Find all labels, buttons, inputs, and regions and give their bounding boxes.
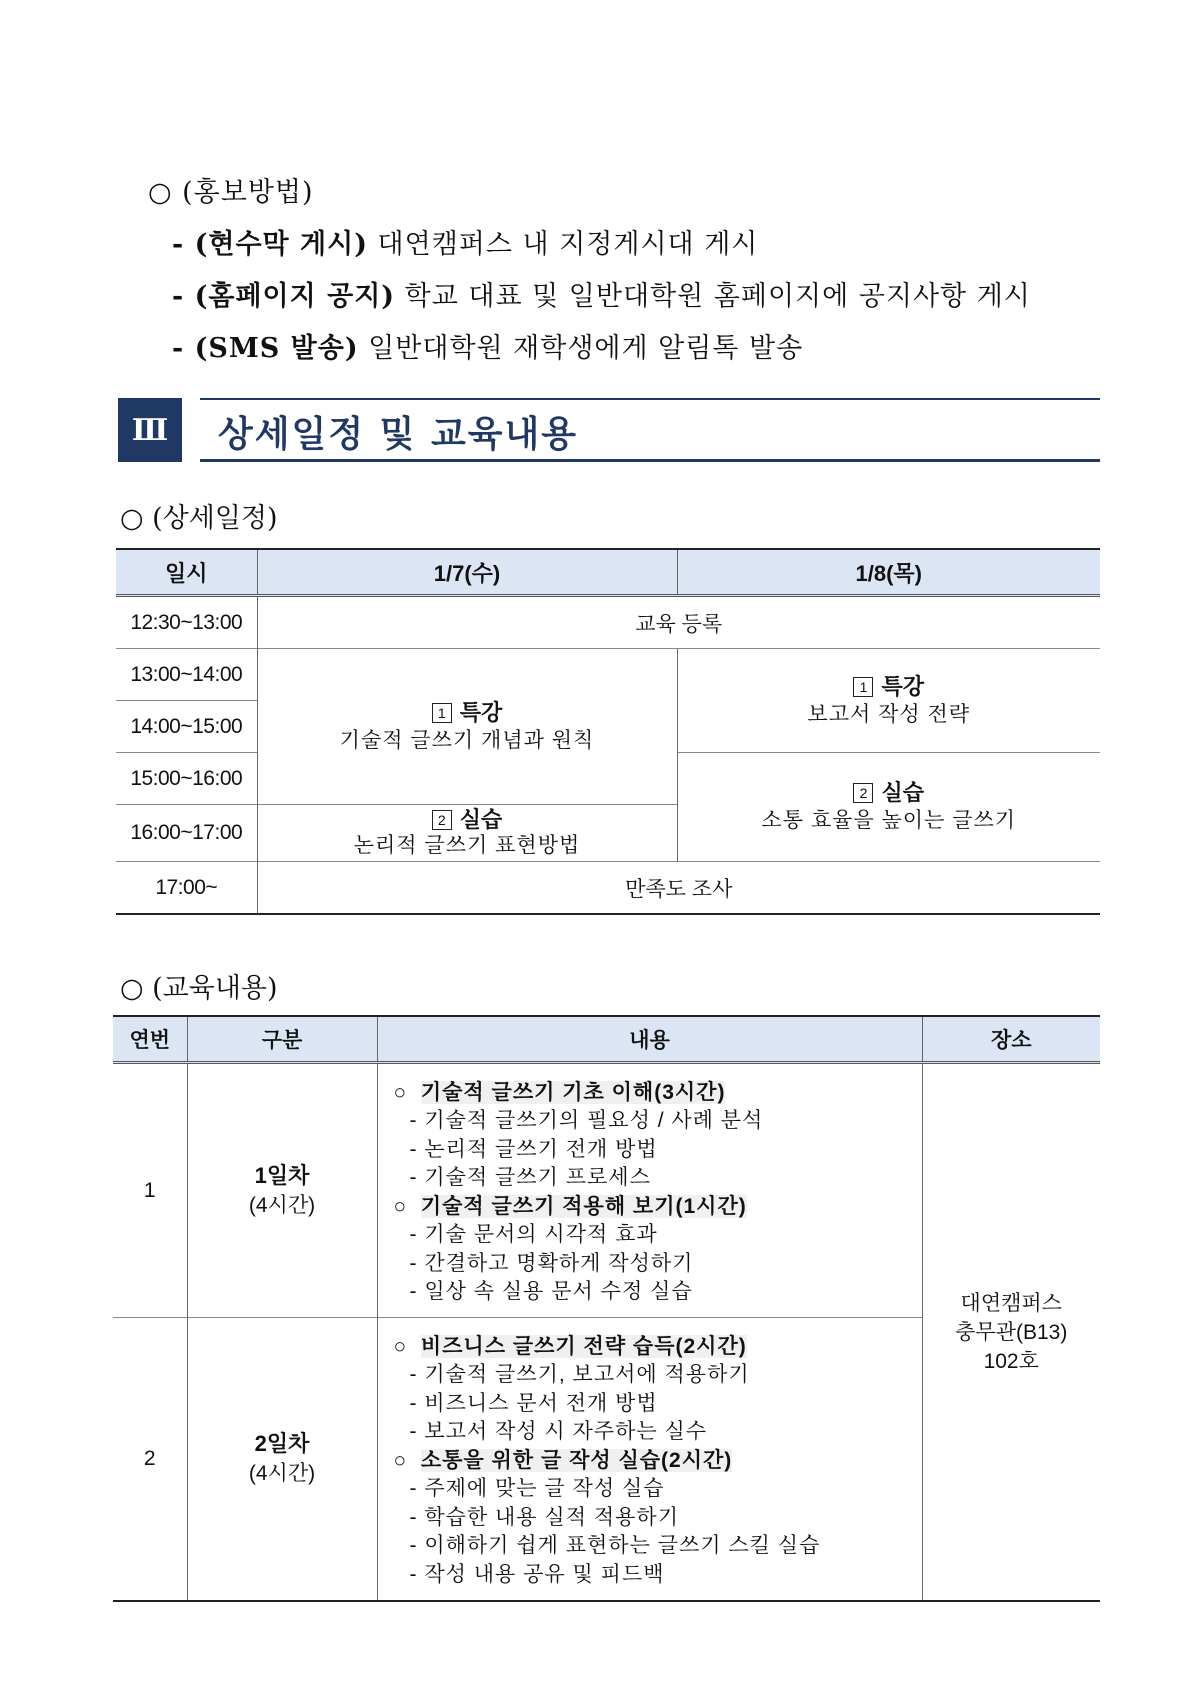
table-row — [116, 596, 1100, 649]
section-number-badge: Ⅲ — [118, 398, 182, 462]
event-title: 2 실습 — [259, 807, 676, 833]
place-line: 충무관(B13) — [955, 1320, 1068, 1344]
promotion-item-banner — [172, 222, 758, 261]
content-item: - 주제에 맞는 글 작성 실습 — [409, 1477, 665, 1501]
content-item: - 일상 속 실용 문서 수정 실습 — [409, 1280, 693, 1303]
survey-cell: 만족도 조사 — [257, 862, 1100, 915]
place-line: 102호 — [983, 1349, 1039, 1373]
schedule-heading: ○ (상세일정) — [120, 503, 278, 534]
schedule-table — [116, 548, 1100, 915]
content-item: - 기술 문서의 시각적 효과 — [409, 1223, 658, 1246]
time-cell: 15:00~16:00 — [116, 753, 257, 805]
column-header: 연번 — [113, 1016, 187, 1063]
column-header: 일시 — [116, 549, 257, 596]
content-item: - 이해하기 쉽게 표현하는 글쓰기 스킬 실습 — [409, 1534, 821, 1558]
content-heading: ○ 소통을 위한 글 작성 실습(2시간) — [393, 1448, 733, 1472]
content-heading: ○ 기술적 글쓰기 기초 이해(3시간) — [393, 1080, 726, 1104]
section-header — [118, 398, 1100, 464]
day-hours: (4시간) — [248, 1462, 316, 1485]
column-header: 내용 — [377, 1016, 922, 1063]
row-number: 1 — [113, 1063, 187, 1318]
day2-practice-cell — [677, 753, 1100, 862]
number-box: 2 — [432, 810, 452, 830]
column-header: 1/8(목) — [677, 549, 1100, 596]
promotion-item-key: - (SMS 발송) — [172, 333, 359, 364]
promotion-item-key: - (홈페이지 공지) — [172, 281, 396, 312]
number-box: 2 — [853, 783, 873, 803]
promotion-item-text: 일반대학원 재학생에게 알림톡 발송 — [358, 333, 804, 364]
content-cell — [377, 1318, 922, 1602]
time-cell: 14:00~15:00 — [116, 701, 257, 753]
table-row — [116, 862, 1100, 915]
row-number: 2 — [113, 1318, 187, 1602]
day-title: 2일차 — [254, 1431, 310, 1456]
section-title-bar — [200, 398, 1100, 462]
column-header: 구분 — [187, 1016, 377, 1063]
column-header: 1/7(수) — [257, 549, 677, 596]
day-cell — [187, 1318, 377, 1602]
number-box: 1 — [432, 703, 452, 723]
promotion-item-sms — [172, 326, 803, 365]
content-item: - 기술적 글쓰기, 보고서에 적용하기 — [409, 1363, 750, 1387]
promotion-item-homepage — [172, 274, 1031, 313]
content-item: - 작성 내용 공유 및 피드백 — [409, 1562, 665, 1586]
section-title: 상세일정 및 교육내용 — [218, 414, 579, 455]
promotion-heading: ○ (홍보방법) — [148, 177, 314, 208]
time-cell: 13:00~14:00 — [116, 649, 257, 701]
day-cell — [187, 1063, 377, 1318]
content-item: - 학습한 내용 실적 적용하기 — [409, 1505, 679, 1529]
table-row — [116, 649, 1100, 701]
content-item: - 논리적 글쓰기 전개 방법 — [409, 1137, 658, 1161]
table-row — [113, 1063, 1100, 1318]
promotion-item-key: - (현수막 게시) — [172, 229, 368, 260]
content-item: - 간결하고 명확하게 작성하기 — [409, 1251, 694, 1275]
promotion-item-text: 대연캠퍼스 내 지정게시대 게시 — [367, 229, 759, 260]
place-cell — [922, 1063, 1100, 1602]
event-title: 1 특강 — [259, 699, 676, 727]
registration-cell: 교육 등록 — [257, 596, 1100, 649]
education-table — [113, 1015, 1100, 1602]
event-description: 보고서 작성 전략 — [807, 702, 971, 726]
column-header: 장소 — [922, 1016, 1100, 1063]
time-cell: 12:30~13:00 — [116, 596, 257, 649]
promotion-item-text: 학교 대표 및 일반대학원 홈페이지에 공지사항 게시 — [395, 281, 1031, 312]
content-heading: ○ 비즈니스 글쓰기 전략 습득(2시간) — [393, 1334, 747, 1358]
day1-practice-cell — [257, 805, 677, 862]
place-line: 대연캠퍼스 — [960, 1291, 1062, 1315]
content-item: - 비즈니스 문서 전개 방법 — [409, 1391, 658, 1415]
event-description: 논리적 글쓰기 표현방법 — [353, 834, 581, 857]
event-description: 소통 효율을 높이는 글쓰기 — [761, 809, 1017, 832]
table-header-row — [113, 1016, 1100, 1063]
event-title: 1 특강 — [679, 673, 1100, 701]
day-hours: (4시간) — [248, 1193, 316, 1217]
time-cell: 17:00~ — [116, 862, 257, 915]
event-description: 기술적 글쓰기 개념과 원칙 — [339, 728, 595, 752]
content-heading: ○ 기술적 글쓰기 적용해 보기(1시간) — [393, 1194, 747, 1218]
day-title: 1일차 — [254, 1162, 310, 1188]
content-item: - 기술적 글쓰기 프로세스 — [409, 1166, 651, 1189]
content-item: - 기술적 글쓰기의 필요성 / 사례 분석 — [409, 1109, 764, 1132]
table-header-row — [116, 549, 1100, 596]
number-box: 1 — [853, 677, 873, 697]
day2-lecture-cell — [677, 649, 1100, 753]
education-heading: ○ (교육내용) — [120, 973, 278, 1004]
content-item: - 보고서 작성 시 자주하는 실수 — [409, 1420, 708, 1444]
content-cell — [377, 1063, 922, 1318]
day1-lecture-cell — [257, 649, 677, 805]
event-title: 2 실습 — [679, 779, 1100, 807]
time-cell: 16:00~17:00 — [116, 805, 257, 862]
